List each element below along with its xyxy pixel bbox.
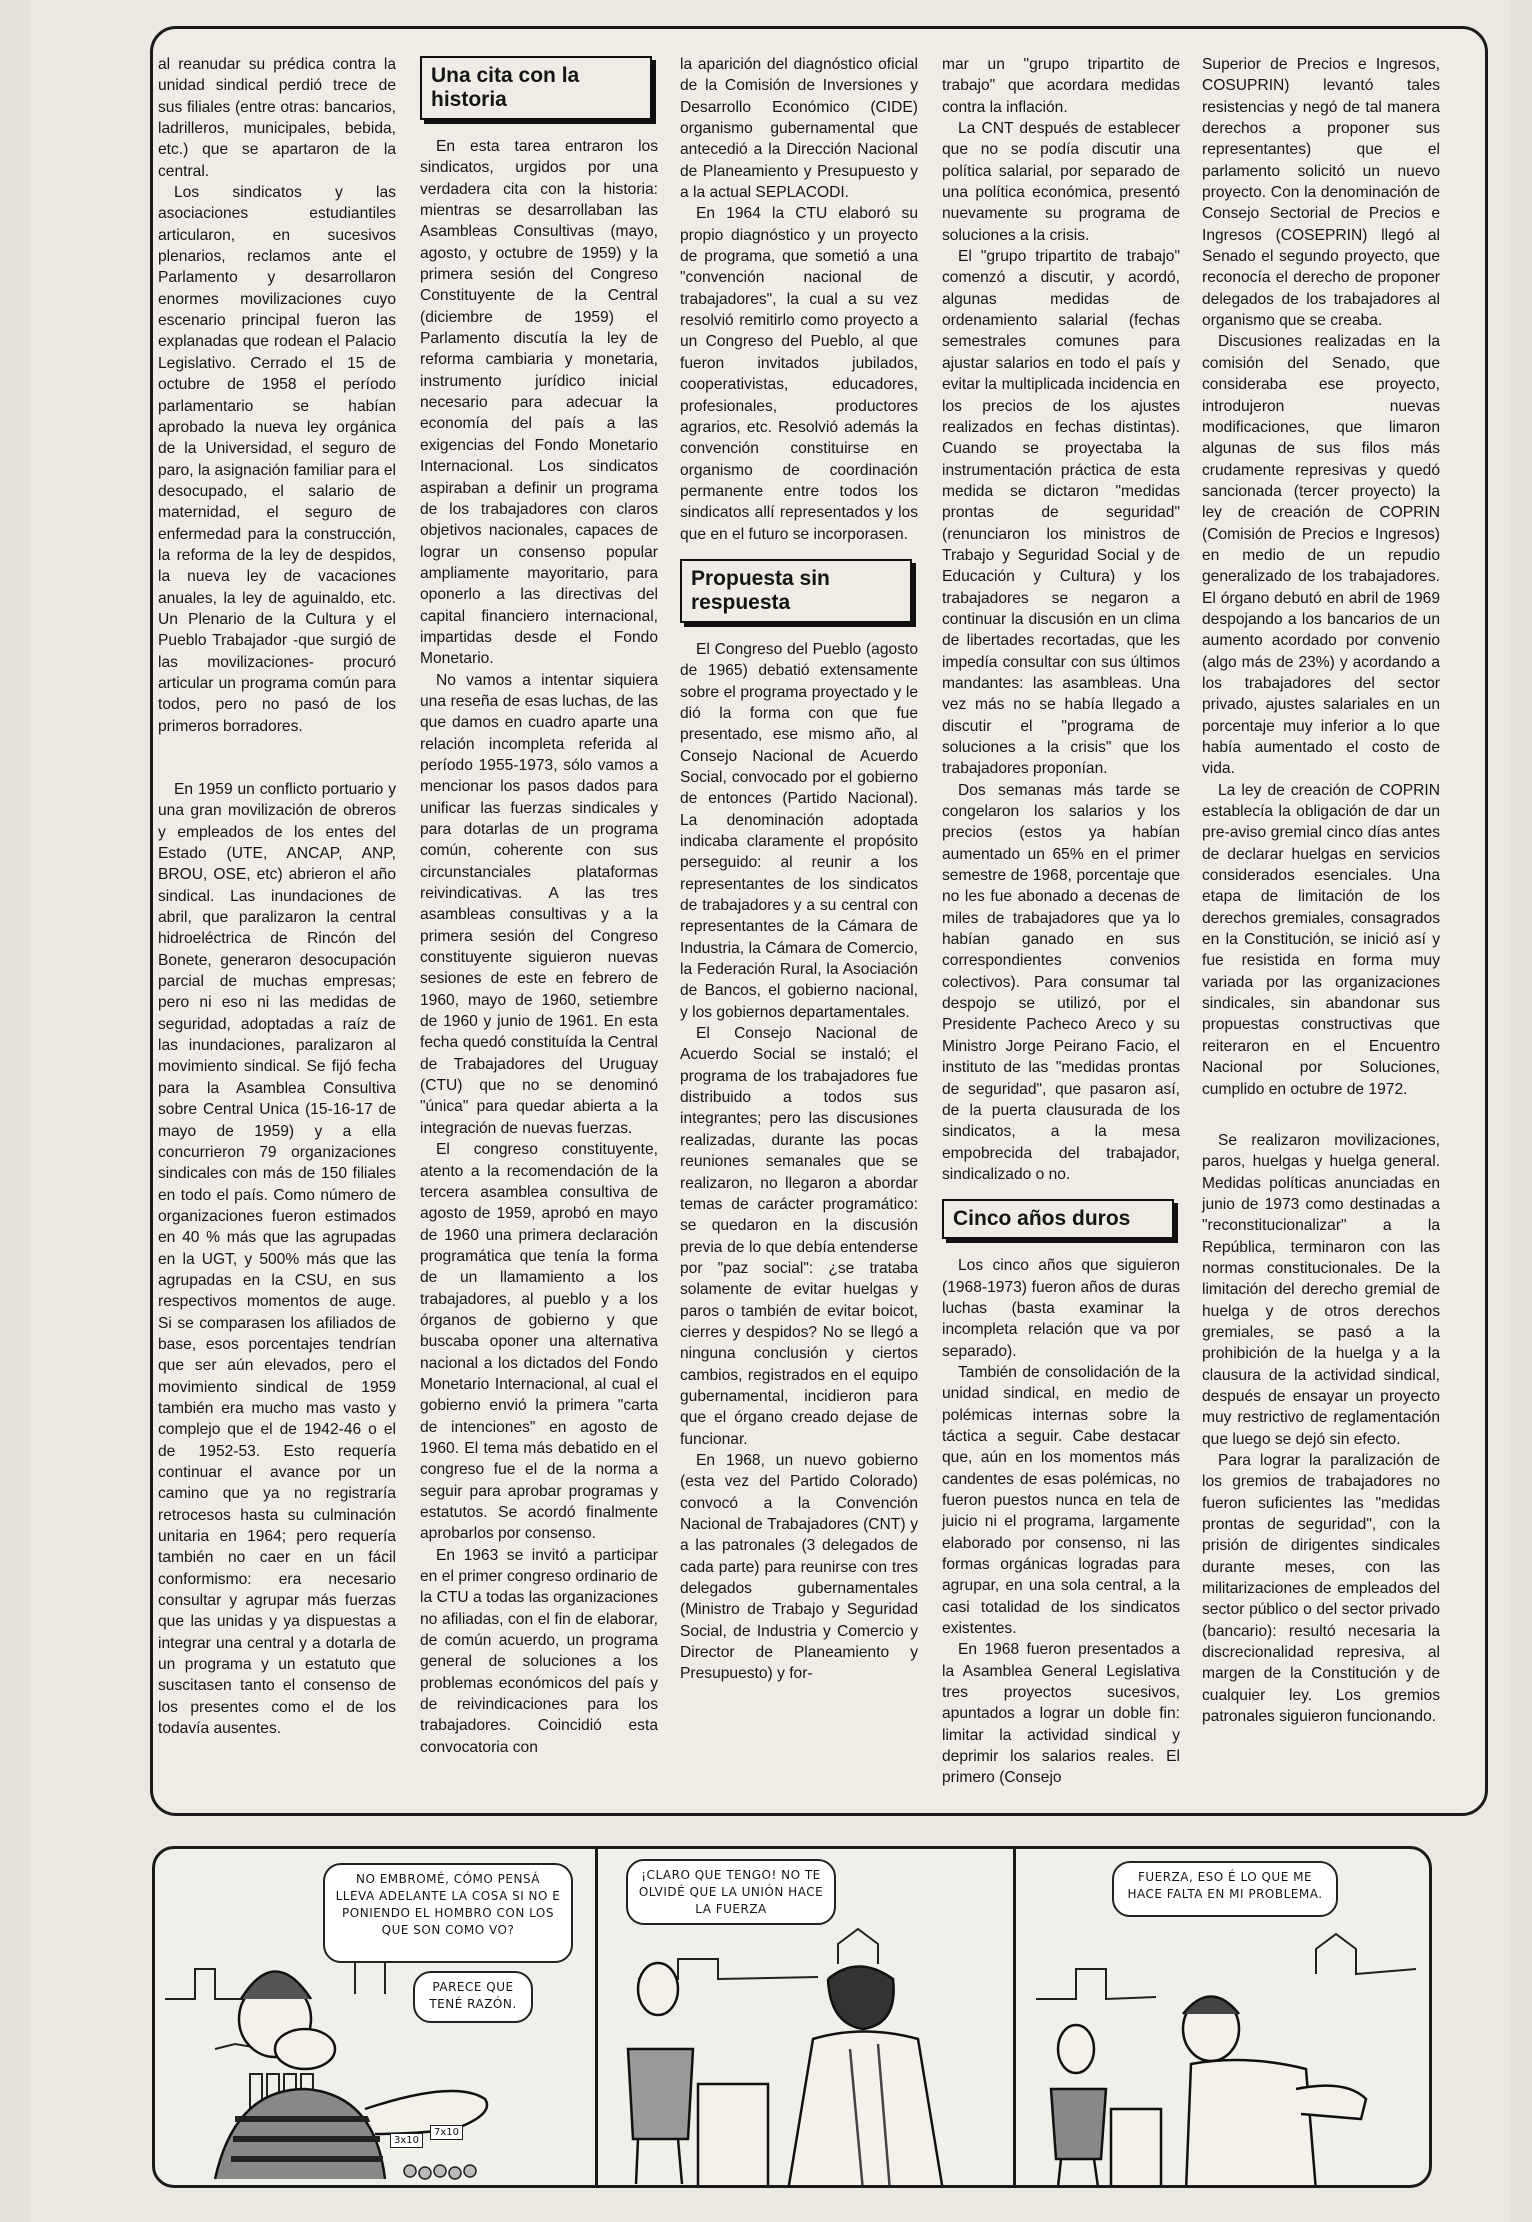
paragraph: Dos semanas más tarde se congelaron los salarios y los precios (estos ya habían aumentado un 65% en el primer semestre de 1968, porcentaje que no les fue abonado a decenas de miles de trabajadores que ya lo habían ganado en sus correspondientes convenios colectivos). Para consumar tal despojo se utilizó, por el Presidente Pacheco Areco y su Ministro Jorge Peirano Facio, el instituto de las "medidas prontas de seguridad", que pasaron así, de la puerta clausurada de los sindicatos, a la mesa empobrecida del trabajador, sindicalizado o no. <box>942 781 1180 1183</box>
paragraph: En 1968 fueron presentados a la Asamblea General Legislativa tres proyectos sucesivos, apuntados a lograr un doble fin: limitar la actividad sindical y deprimir los salarios reales. El primero (Consejo <box>942 1641 1180 1787</box>
speech-bubble: NO EMBROMÉ, CÓMO PENSÁ LLEVA ADELANTE LA COSA SI NO E PONIENDO EL HOMBRO CON LOS QUE SON COMO VO? <box>323 1863 573 1963</box>
speech-bubble: PARECE QUE TENÉ RAZÓN. <box>413 1971 533 2023</box>
article-column-3 <box>680 54 918 1685</box>
paragraph: No vamos a intentar siquiera una reseña de esas luchas, de las que damos en cuadro aparte una relación incompleta referida al período 1955-1973, sólo vamos a mencionar los pasos dados para unificar las fuerzas sindicales y para dotarlas de un programa común, coherente con sus circunstanciales plataformas reivindicativas. A las tres asambleas consultivas y a la primera sesión del Congreso constituyente siguieron nuevas sesiones de este en febrero de 1960, mayo de 1960, setiembre de 1960 y junio de 1961. En esta fecha quedó constituída la Central de Trabajadores del Uruguay (CTU) que no se denominó "única" para quedar abierta a la integración de nuevas fuerzas. <box>420 671 658 1137</box>
paragraph: En 1963 se invitó a participar en el primer congreso ordinario de la CTU a todas las organizaciones no afiliadas, con el fin de elaborar, de común acuerdo, un programa general de soluciones a los problemas económicos del país y de reivindicaciones para los trabajadores. Coincidió esta convocatoria con <box>420 1546 658 1756</box>
speech-bubble: ¡CLARO QUE TENGO! NO TE OLVIDÉ QUE LA UNIÓN HACE LA FUERZA <box>626 1859 836 1925</box>
comic-strip <box>152 1846 1432 2188</box>
article-column-1 <box>158 54 396 1739</box>
paragraph: Los sindicatos y las asociaciones estudiantiles articularon, en sucesivos plenarios, reclamos ante el Parlamento y desarrollaron enormes movilizaciones cuyo escenario principal fueron las explanadas que rodean el Palacio Legislativo. Cerrado el 15 de octubre de 1958 el período parlamentario se habían aprobado la nueva ley orgánica de la Universidad, el seguro de paro, la asignación familiar para el desocupado, el salario de maternidad, el seguro de enfermedad para la construcción, la reforma de la ley de despidos, la nueva ley de vacaciones anuales, la ley de aguinaldo, etc. Un Plenario de la Cultura y el Pueblo Trabajador -que surgió de las movilizaciones- procuró articular un programa común para todos, pero no pasó de los primeros borradores. <box>158 184 396 735</box>
paragraph: La ley de creación de COPRIN establecía la obligación de dar un pre-aviso gremial cinco días antes de declarar huelgas en servicios considerados esenciales. Una etapa de limitación de los derechos gremiales, consagrados en la Constitución, se inició así y fue resistida en forma muy variada por las organizaciones sindicales, sin abandonar sus propuestas constructivas que reiteraron en el Encuentro Nacional por Soluciones, cumplido en octubre de 1972. <box>1202 781 1440 1098</box>
paragraph: Para lograr la paralización de los gremios de trabajadores no fueron suficientes las "medidas prontas de seguridad", con la prisión de dirigentes sindicales durante meses, con las militarizaciones de empleados del sector público o del sector privado (bancario): resultó necesaria la discrecionalidad represiva, al margen de la Constitución y de cualquier ley. Los gremios patronales siguieron funcionando. <box>1202 1452 1440 1726</box>
section-heading-propuesta: Propuesta sin respuesta <box>680 559 912 623</box>
article-column-4 <box>942 54 1180 1789</box>
paragraph: En 1964 la CTU elaboró su propio diagnóstico y un proyecto de programa, que sometió a una "convención nacional de trabajadores", la cual a su vez resolvió remitirlo como proyecto a un Congreso del Pueblo, al que fueron invitados jubilados, cooperativistas, educadores, profesionales, productores agrarios, etc. Resolvió además la convención constituirse en organismo de coordinación permanente entre todos los sindicatos allí representados y los que en el futuro se incorporasen. <box>680 205 918 543</box>
speech-bubble: FUERZA, ESO É LO QUE ME HACE FALTA EN MI PROBLEMA. <box>1112 1861 1338 1917</box>
paragraph: En 1968, un nuevo gobierno (esta vez del Partido Colorado) convocó a la Convención Nacional de Trabajadores (CNT) y a las patronales (3 delegados de cada parte) para reunirse con tres delegados gubernamentales (Ministro de Trabajo y Seguridad Social, de Industria y Comercio y Director de Planeamiento y Presupuesto) y for- <box>680 1451 918 1683</box>
paragraph: al reanudar su prédica contra la unidad sindical perdió trece de sus filiales (entre otras: bancarios, ladrilleros, municipales, bebida, etc.) que se apartaron de la central. <box>158 56 396 180</box>
paragraph: En 1959 un conflicto portuario y una gran movilización de obreros y empleados de los entes del Estado (UTE, ANCAP, ANP, BROU, OSE, etc) abrieron el año sindical. Las inundaciones de abril, que paralizaron la central hidroeléctrica de Rincón del Bonete, generaron desocupación parcial de muchas empresas; pero ni eso ni las medidas de seguridad, adoptadas a raíz de las inundaciones, paralizaron al movimiento sindical. Se fijó fecha para la Asamblea Consultiva sobre Central Unica (15-16-17 de mayo de 1959) y a ella concurrieron 79 organizaciones sindicales con más de 150 filiales en todo el país. Como número de organizaciones fueron estimados en 40 % más que las agrupadas en la UGT, y 500% más que las agrupadas en la CSU, en sus respectivos momentos de auge. Si se comparasen los afiliados de base, esos porcentajes tendrían que ser aún elevados, pero el movimiento sindical de 1959 también era mucho mas vasto y complejo que el de 1942-46 o el de 1952-53. Esto requería continuar el avance por un camino que ya no registraría retrocesos hasta su culminación unitaria en 1964; pero requería también no caer en un fácil conformismo: era necesario consultar y agrupar más fuerzas que las unidas y ya dispuestas a integrar una central y a dotarla de un programa y un estatuto que suscitasen tanto el consenso de los presentes como el de los todavía ausentes. <box>158 781 396 1738</box>
comic-panel-3 <box>1013 1849 1432 2185</box>
paragraph: Discusiones realizadas en la comisión del Senado, que consideraba ese proyecto, introdujeron nuevas modificaciones, que limaron algunas de sus filos más crudamente represivas y quedó sancionada (tercer proyecto) la ley de creación de COPRIN (Comisión de Precios e Ingresos) en medio de un repudio generalizado de los trabajadores. El órgano debutó en abril de 1969 despojando a los bancarios de un aumento acordado por convenio (algo más de 23%) y acordando a los trabajadores del sector privado, ajustes salariales en un porcentaje muy inferior a lo que había aumentado el costo de vida. <box>1202 333 1440 778</box>
article-column-2 <box>420 54 658 1758</box>
paragraph: la aparición del diagnóstico oficial de la Comisión de Inversiones y Desarrollo Económico (CIDE) organismo gubernamental que antecedió a la Dirección Nacional de Planeamiento y Presupuesto y a la actual SEPLACODI. <box>680 56 918 202</box>
paragraph: Superior de Precios e Ingresos, COSUPRIN) levantó tales resistencias y negó de tal manera derechos a proponer sus representantes) que el parlamento solicitó un nuevo proyecto. Con la denominación de Consejo Sectorial de Precios e Ingresos (COSEPRIN) llegó al Senado el segundo proyecto, que reconocía el derecho de proponer delegados de los trabajadores al organismo que se creaba. <box>1202 56 1440 330</box>
article-column-5 <box>1202 54 1440 1727</box>
paragraph: En esta tarea entraron los sindicatos, urgidos por una verdadera cita con la historia: mientras se desarrollaban las Asambleas Consultivas (mayo, agosto, y octubre de 1959) y la primera sesión del Congreso Constituyente de la Central (diciembre de 1959) el Parlamento discutía la ley de reforma cambiaria y monetaria, instrumento jurídico inicial necesario para adecuar la economía del país a las exigencias del Fondo Monetario Internacional. Los sindicatos aspiraban a definir un programa de los trabajadores con claros objetivos nacionales, capaces de lograr un consenso popular ampliamente mayoritario, para oponerlo a las directivas del capital financiero internacional, impartidas desde el Fondo Monetario. <box>420 138 658 668</box>
comic-panel-2 <box>595 1849 1016 2185</box>
price-tag: 3x10 <box>390 2133 423 2148</box>
paragraph: Los cinco años que siguieron (1968-1973) fueron años de duras luchas (basta examinar la incompleta relación que va por separado). <box>942 1257 1180 1360</box>
paragraph: Se realizaron movilizaciones, paros, huelgas y huelga general. Medidas políticas anunciadas en junio de 1973 como destinadas a "reconstitucionalizar" a la República, terminaron con las normas constitucionales. De la limitación del derecho gremial de huelga y de otros derechos gremiales, se pasó a la prohibición de la huelga y a la clausura de la actividad sindical, después de ensayar un proyecto muy restrictivo de reglamentación que luego se dejó sin efecto. <box>1202 1131 1440 1448</box>
section-heading-cinco-anos: Cinco años duros <box>942 1199 1174 1239</box>
paragraph: El congreso constituyente, atento a la recomendación de la tercera asamblea consultiva de agosto de 1959, aprobó en mayo de 1960 una primera declaración programática que tenía la forma de un llamamiento a los trabajadores, al pueblo y a los órganos de gobierno y que buscaba oponer una alternativa nacional a los dictados del Fondo Monetario Internacional, al cual el gobierno envió la primera "carta de intenciones" en agosto de 1960. El tema más debatido en el congreso fue el de la norma a seguir para aprobar programas y estatutos. Se acordó finalmente aprobarlos por consenso. <box>420 1141 658 1543</box>
section-heading-una-cita: Una cita con la historia <box>420 56 652 120</box>
paragraph: El "grupo tripartito de trabajo" comenzó a discutir, y acordó, algunas medidas de ordenamiento salarial (fechas semestrales comunes para ajustar salarios en todo el país y evitar la multiplicada incidencia en los precios de los ajustes realizados en fechas distintas). Cuando se proyectaba la instrumentación práctica de esta medida se dictaron "medidas prontas de seguridad" (renunciaron los ministros de Trabajo y Seguridad Social y de Educación y Cultura) y los trabajadores se negaron a continuar la discusión en un clima de libertades recortadas, que les impedía consultar con sus últimos mandantes: las asambleas. Una vez más no se había llegado a discutir el "programa de soluciones a la crisis" que los trabajadores proponían. <box>942 248 1180 778</box>
price-tag: 7x10 <box>430 2125 463 2140</box>
paragraph: También de consolidación de la unidad sindical, en medio de polémicas internas sobre la táctica a seguir. Cabe destacar que, aún en los momentos más candentes de esas polémicas, no fueron puestos nunca en tela de juicio ni el programa, largamente elaborado por consenso, ni las formas orgánicas logradas para agrupar, en una sola central, a la casi totalidad de los sindicatos existentes. <box>942 1363 1180 1638</box>
paragraph: El Consejo Nacional de Acuerdo Social se instaló; el programa de los trabajadores fue distribuido a todos sus integrantes; pero las discusiones realizadas, durante las pocas reuniones semanales que se realizaron, no llegaron a abordar temas de carácter programático: se quedaron en la discusión previa de lo que debía entenderse por "paz social": ¿se trataba solamente de evitar huelgas y paros o también de evitar boicot, cierres y despidos? No se llegó a ninguna conclusión y ciertos cambios, registrados en el equipo gubernamental, incidieron para que el órgano creado dejase de funcionar. <box>680 1025 918 1448</box>
comic-panel-1 <box>155 1849 595 2185</box>
paragraph: El Congreso del Pueblo (agosto de 1965) debatió extensamente sobre el programa proyectado y le dió la forma con que fue presentado, ese mismo año, al Consejo Nacional de Acuerdo Social, convocado por el gobierno de entonces (Partido Nacional). La denominación adoptada indicaba claramente el propósito perseguido: al reunir a los representantes de los sindicatos de trabajadores y a su central con representantes de la Cámara de Industria, la Cámara de Comercio, la Federación Rural, la Asociación de Bancos, el gobierno nacional, y los gobiernos departamentales. <box>680 640 918 1021</box>
paragraph: La CNT después de establecer que no se podía discutir una política salarial, por separado de una política económica, presentó nuevamente su programa de soluciones a la crisis. <box>942 120 1180 244</box>
paragraph: mar un "grupo tripartito de trabajo" que acordara medidas contra la inflación. <box>942 56 1180 116</box>
